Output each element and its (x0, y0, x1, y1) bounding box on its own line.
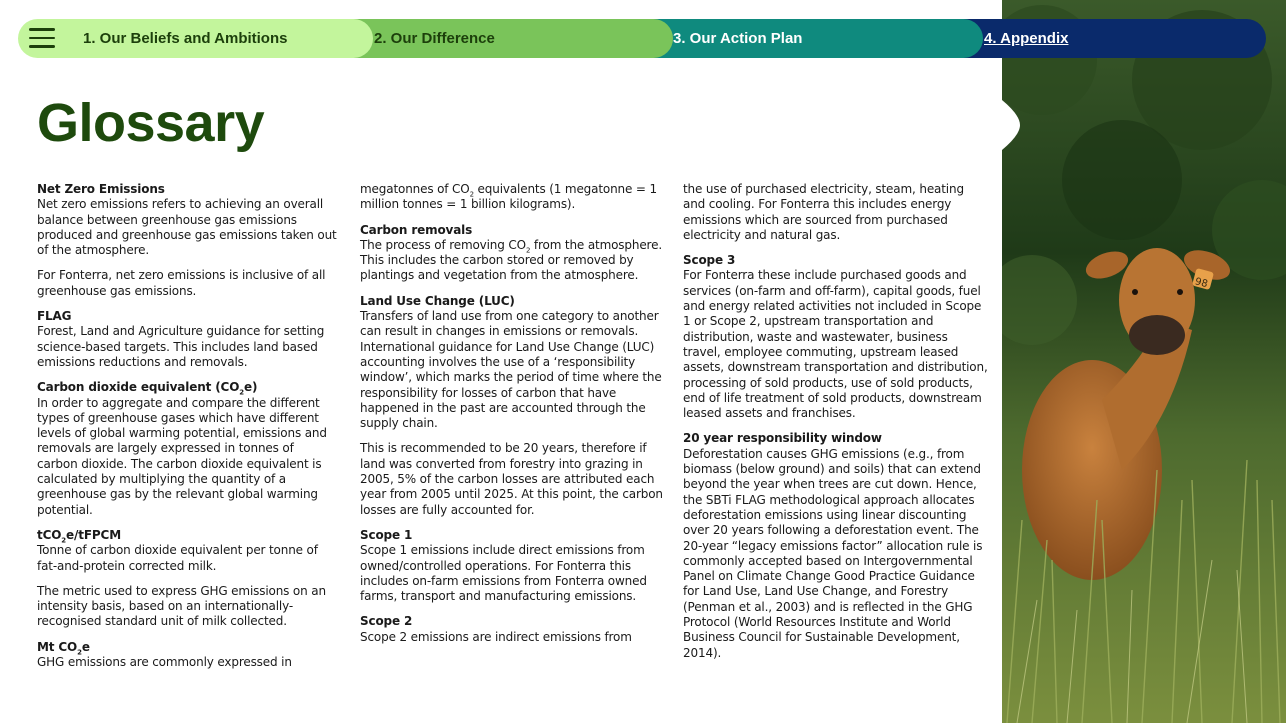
nav-item-label: 2. Our Difference (374, 30, 495, 47)
term-heading: FLAG (37, 309, 72, 324)
term-definition: Scope 2 emissions are indirect emissions from (360, 629, 632, 644)
term-definition: Transfers of land use from one category to another can result in changes in emissions or removals. International guidance for Land Use Change (LUC) accounting involves the use of a ‘responsibility window’, which marks the period of time where the responsibility for losses of carbon that have happened in the past are accounted through the supply chain. (360, 309, 662, 431)
glossary-column-1 (37, 182, 337, 680)
term-heading: Scope 2 (360, 614, 413, 629)
hamburger-menu-icon[interactable] (29, 28, 55, 49)
term-heading: tCO$_2$e/tFPCM (37, 527, 121, 545)
photo-edge-notch (1002, 100, 1022, 150)
term-definition: Forest, Land and Agriculture guidance for setting science-based targets. This includes land based emissions reductions and removals. (37, 324, 325, 369)
term-heading: Scope 3 (683, 253, 736, 268)
nav-item-label: 1. Our Beliefs and Ambitions (83, 30, 288, 47)
term-heading: 20 year responsibility window (683, 431, 882, 446)
term-heading: Carbon removals (360, 222, 473, 237)
term-heading: Land Use Change (LUC) (360, 293, 515, 308)
glossary-column-2 (360, 182, 665, 655)
term-definition: This is recommended to be 20 years, therefore if land was converted from forestry into grazing in 2005, 5% of the carbon losses are attributed each year from 2005 until 2025. At this point, the carbon losses are fully accounted for. (360, 441, 663, 517)
term-definition: The process of removing $CO_2$ from the atmosphere. This includes the carbon stored or removed by plantings and vegetation from the atmosphere. (360, 237, 662, 283)
nav-item-action-plan[interactable] (628, 19, 983, 58)
term-definition: GHG emissions are commonly expressed in (37, 655, 292, 670)
nav-item-label: 3. Our Action Plan (673, 30, 803, 47)
term-heading: Mt $CO_2e$ (37, 639, 90, 657)
page-title: Glossary (37, 93, 265, 153)
term-definition: Scope 1 emissions include direct emissions from owned/controlled operations. For Fonterra this includes on-farm emissions from Fonterra owned farms, transport and manufacturing emissions. (360, 543, 647, 604)
section-nav (18, 19, 1266, 58)
nav-item-our-difference[interactable] (328, 19, 673, 58)
cow-photo (1002, 0, 1286, 723)
term-definition: The metric used to express GHG emissions on an intensity basis, based on an internationally-recognised standard unit of milk collected. (37, 583, 326, 629)
term-definition: In order to aggregate and compare the different types of greenhouse gases which have different levels of global warming potential, emissions and removals are largely expressed in tonnes of carbon dioxide. The carbon dioxide equivalent is calculated by multiplying the quantity of a greenhouse gas by the relevant global warming potential. (37, 395, 327, 517)
term-definition: Deforestation causes GHG emissions (e.g., from biomass (below ground) and soils) that can extend beyond the year when trees are cut down. Hence, the SBTi FLAG methodological approach allocates deforestation emissions using linear discounting over 20 years following a deforestation event. The 20-year “legacy emissions factor” allocation rule is commonly accepted based on Intergovernmental Panel on Climate Change Good Practice Guidance for Land Use, Land Use Change, and Forestry (Penman et al., 2003) and is reflected in the GHG Protocol (World Resources Institute and World Business Council for Sustainable Development, 2014). (683, 446, 983, 660)
term-definition: For Fonterra these include purchased goods and services (on-farm and off-farm), capital goods, fuel and energy related activities not included in Scope 1 or Scope 2, upstream transportation and distribution, waste and wastewater, business travel, employee commuting, upstream leased assets, downstream transportation and distribution, processing of sold products, use of sold products, end of life treatment of sold products, downstream leased assets and franchises. (683, 268, 988, 421)
term-definition: For Fonterra, net zero emissions is inclusive of all greenhouse gas emissions. (37, 268, 326, 298)
term-heading: Net Zero Emissions (37, 182, 165, 196)
ear-tag-number: 98 (1193, 276, 1209, 291)
term-definition: the use of purchased electricity, steam, heating and cooling. For Fonterra this includes energy emissions which are sourced from purchased electricity and natural gas. (683, 182, 964, 242)
nav-item-appendix[interactable] (938, 19, 1266, 58)
nav-item-beliefs-ambitions[interactable] (18, 19, 373, 58)
nav-item-label: 4. Appendix (984, 30, 1069, 47)
term-definition: Tonne of carbon dioxide equivalent per tonne of fat-and-protein corrected milk. (37, 543, 318, 573)
glossary-column-3 (683, 182, 988, 671)
term-heading: Carbon dioxide equivalent $(CO_2e)$ (37, 380, 258, 397)
term-definition: megatonnes of $CO_2$ equivalents (1 megatonne = 1 million tonnes = 1 billion kilograms). (360, 182, 657, 212)
term-definition: Net zero emissions refers to achieving an overall balance between greenhouse gas emissions produced and greenhouse gas emissions taken out of the atmosphere. (37, 197, 337, 258)
term-heading: Scope 1 (360, 527, 413, 542)
